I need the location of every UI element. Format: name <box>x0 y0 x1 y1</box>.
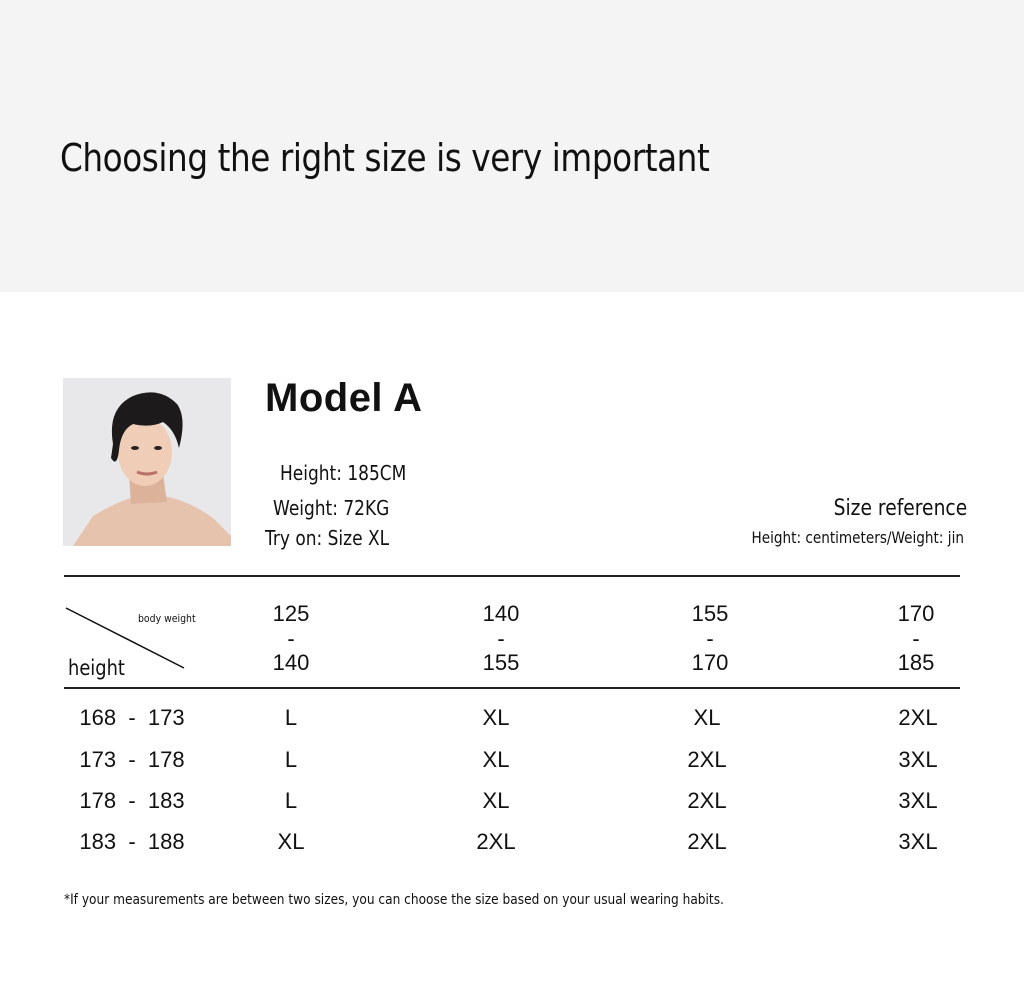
table-top-rule <box>64 575 960 577</box>
size-cell: L <box>284 788 298 813</box>
size-cell: XL <box>482 705 510 730</box>
weight-column-header <box>251 602 331 675</box>
model-height: Height: 185CM <box>280 461 407 485</box>
weight-high: 185 <box>897 650 935 675</box>
weight-high: 140 <box>272 650 310 675</box>
sizing-footnote: *If your measurements are between two sizes, you can choose the size based on your usual wearing habits. <box>64 892 724 908</box>
size-cell: 2XL <box>898 705 938 730</box>
weight-high: 155 <box>482 650 520 675</box>
model-name: Model A <box>265 376 423 420</box>
size-cell: XL <box>482 747 510 772</box>
size-cell: 2XL <box>687 788 727 813</box>
weight-low: 155 <box>691 601 729 626</box>
size-reference-units: Height: centimeters/Weight: jin <box>751 528 964 547</box>
size-cell: 2XL <box>687 747 727 772</box>
size-cell: 3XL <box>898 829 938 854</box>
height-range-cell: 178 - 183 <box>79 788 185 813</box>
weight-separator: - <box>497 626 505 651</box>
size-reference-title: Size reference <box>833 496 967 521</box>
corner-height-label: height <box>68 656 125 680</box>
weight-column-header <box>461 602 541 675</box>
size-cell: XL <box>693 705 721 730</box>
weight-column-header <box>670 602 750 675</box>
weight-high: 170 <box>691 650 729 675</box>
page-headline: Choosing the right size is very important <box>60 136 710 180</box>
size-cell: XL <box>482 788 510 813</box>
size-cell: 2XL <box>476 829 516 854</box>
weight-separator: - <box>912 626 920 651</box>
model-weight: Weight: 72KG <box>273 496 390 520</box>
size-cell: XL <box>277 829 305 854</box>
weight-low: 125 <box>272 601 310 626</box>
height-range-cell: 168 - 173 <box>79 705 185 730</box>
height-range-cell: 183 - 188 <box>79 829 185 854</box>
size-cell: 2XL <box>687 829 727 854</box>
weight-low: 170 <box>897 601 935 626</box>
weight-column-header <box>876 602 956 675</box>
height-range-cell: 173 - 178 <box>79 747 185 772</box>
table-header-rule <box>64 687 960 689</box>
size-cell: L <box>284 705 298 730</box>
model-photo <box>63 378 231 546</box>
size-cell: 3XL <box>898 747 938 772</box>
corner-weight-label: body weight <box>138 612 196 625</box>
size-cell: L <box>284 747 298 772</box>
model-try-on-size: Try on: Size XL <box>265 526 390 550</box>
weight-separator: - <box>706 626 714 651</box>
size-cell: 3XL <box>898 788 938 813</box>
weight-low: 140 <box>482 601 520 626</box>
weight-separator: - <box>287 626 295 651</box>
model-portrait-image <box>63 378 231 546</box>
